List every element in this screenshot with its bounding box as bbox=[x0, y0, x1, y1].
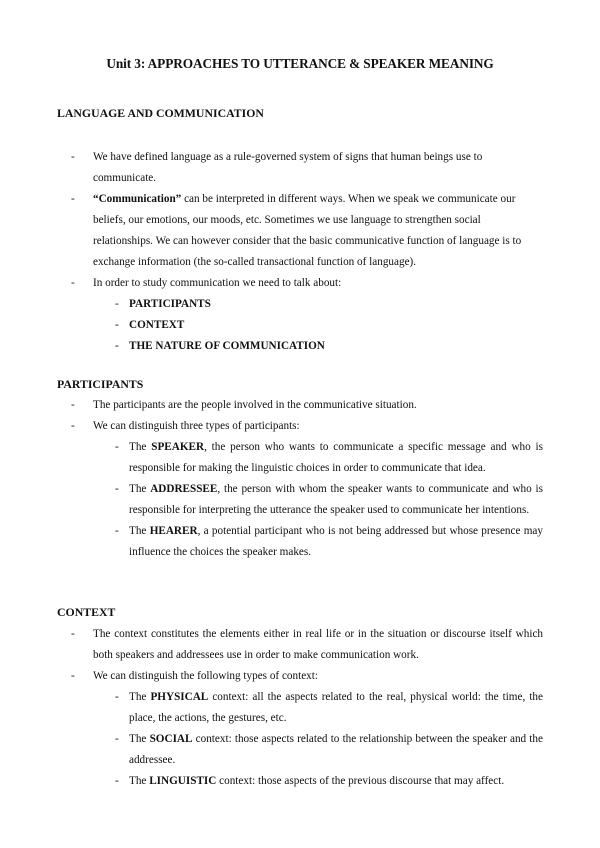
paragraph-text: We have defined language as a rule-governed system of signs that human beings use to communicate. bbox=[93, 151, 483, 184]
context-type-physical bbox=[57, 687, 543, 729]
bullet-dash: - bbox=[71, 420, 75, 432]
topic-label: THE NATURE OF COMMUNICATION bbox=[129, 340, 325, 352]
topic-label: CONTEXT bbox=[129, 319, 185, 331]
section-heading-participants: PARTICIPANTS bbox=[57, 377, 144, 391]
text: The bbox=[129, 483, 151, 495]
topic-item bbox=[57, 294, 543, 315]
section-heading-context: CONTEXT bbox=[57, 605, 116, 619]
paragraph-text: can be interpreted in different ways. When we speak we communicate our beliefs, our emotions, our moods, etc. Sometimes we use language to strengthen social relationships. We can however consider that the basic communicative function of language is to exchange information (the so-called transactional function of language). bbox=[93, 193, 522, 268]
paragraph-text: We can distinguish the following types of context: bbox=[93, 670, 318, 682]
bullet-dash: - bbox=[71, 399, 75, 411]
participant-type-speaker bbox=[57, 437, 543, 479]
list-item bbox=[57, 416, 543, 563]
text: The bbox=[129, 691, 151, 703]
section-heading-language: LANGUAGE AND COMMUNICATION bbox=[57, 106, 264, 120]
term-linguistic: LINGUISTIC bbox=[149, 775, 217, 787]
participant-types bbox=[57, 437, 543, 563]
paragraph-text: , a potential participant who is not being addressed but whose presence may influence the choices the speaker makes. bbox=[129, 525, 543, 558]
topic-list bbox=[57, 294, 543, 357]
paragraph-text: In order to study communication we need to talk about: bbox=[93, 277, 342, 289]
paragraph-text: context: those aspects related to the relationship between the speaker and the addressee. bbox=[129, 733, 543, 766]
list-item bbox=[57, 395, 543, 416]
context-type-linguistic bbox=[57, 771, 543, 792]
bullet-dash: - bbox=[115, 483, 119, 495]
term-physical: PHYSICAL bbox=[150, 691, 209, 703]
bullet-dash: - bbox=[115, 525, 119, 537]
bullet-dash: - bbox=[71, 277, 75, 289]
list-item bbox=[57, 189, 543, 273]
bullet-dash: - bbox=[115, 775, 119, 787]
paragraph-text: , the person with whom the speaker wants to communicate and who is responsible for interpreting the utterance the speaker used to communicate her intentions. bbox=[129, 483, 543, 516]
bullet-dash: - bbox=[71, 628, 75, 640]
topic-label: PARTICIPANTS bbox=[129, 298, 211, 310]
term-communication: “Communication” bbox=[93, 193, 182, 205]
bullet-dash: - bbox=[115, 733, 119, 745]
paragraph-text: The participants are the people involved in the communicative situation. bbox=[93, 399, 417, 411]
text: The bbox=[129, 441, 152, 453]
bullet-dash: - bbox=[115, 298, 119, 310]
text: The bbox=[129, 525, 150, 537]
list-item bbox=[57, 666, 543, 792]
bullet-dash: - bbox=[115, 441, 119, 453]
term-hearer: HEARER bbox=[149, 525, 198, 537]
paragraph-text: , the person who wants to communicate a specific message and who is responsible for making the linguistic choices in order to communicate that idea. bbox=[129, 441, 543, 474]
participant-type-addressee bbox=[57, 479, 543, 521]
bullet-dash: - bbox=[115, 319, 119, 331]
bullet-dash: - bbox=[115, 691, 119, 703]
bullet-dash: - bbox=[71, 151, 75, 163]
paragraph-text: context: all the aspects related to the real, physical world: the time, the place, the actions, the gestures, etc. bbox=[129, 691, 543, 724]
paragraph-text: The context constitutes the elements either in real life or in the situation or discourse itself which both speakers and addressees use in order to make communication work. bbox=[93, 628, 543, 661]
list-item bbox=[57, 147, 543, 189]
list-item bbox=[57, 273, 543, 357]
text: The bbox=[129, 733, 150, 745]
list-item bbox=[57, 624, 543, 666]
topic-item bbox=[57, 336, 543, 357]
participant-type-hearer bbox=[57, 521, 543, 563]
topic-item bbox=[57, 315, 543, 336]
term-addressee: ADDRESSEE bbox=[150, 483, 218, 495]
bullet-dash: - bbox=[71, 670, 75, 682]
participants-list bbox=[57, 395, 543, 563]
paragraph-text: context: those aspects of the previous discourse that may affect. bbox=[216, 775, 505, 787]
bullet-dash: - bbox=[115, 340, 119, 352]
paragraph-text: We can distinguish three types of participants: bbox=[93, 420, 300, 432]
bullet-dash: - bbox=[71, 193, 75, 205]
term-speaker: SPEAKER bbox=[151, 441, 205, 453]
context-list bbox=[57, 624, 543, 792]
term-social: SOCIAL bbox=[149, 733, 193, 745]
text: The bbox=[129, 775, 150, 787]
page-title: Unit 3: APPROACHES TO UTTERANCE & SPEAKER MEANING bbox=[106, 56, 494, 71]
context-types bbox=[57, 687, 543, 792]
language-list bbox=[57, 147, 543, 357]
context-type-social bbox=[57, 729, 543, 771]
